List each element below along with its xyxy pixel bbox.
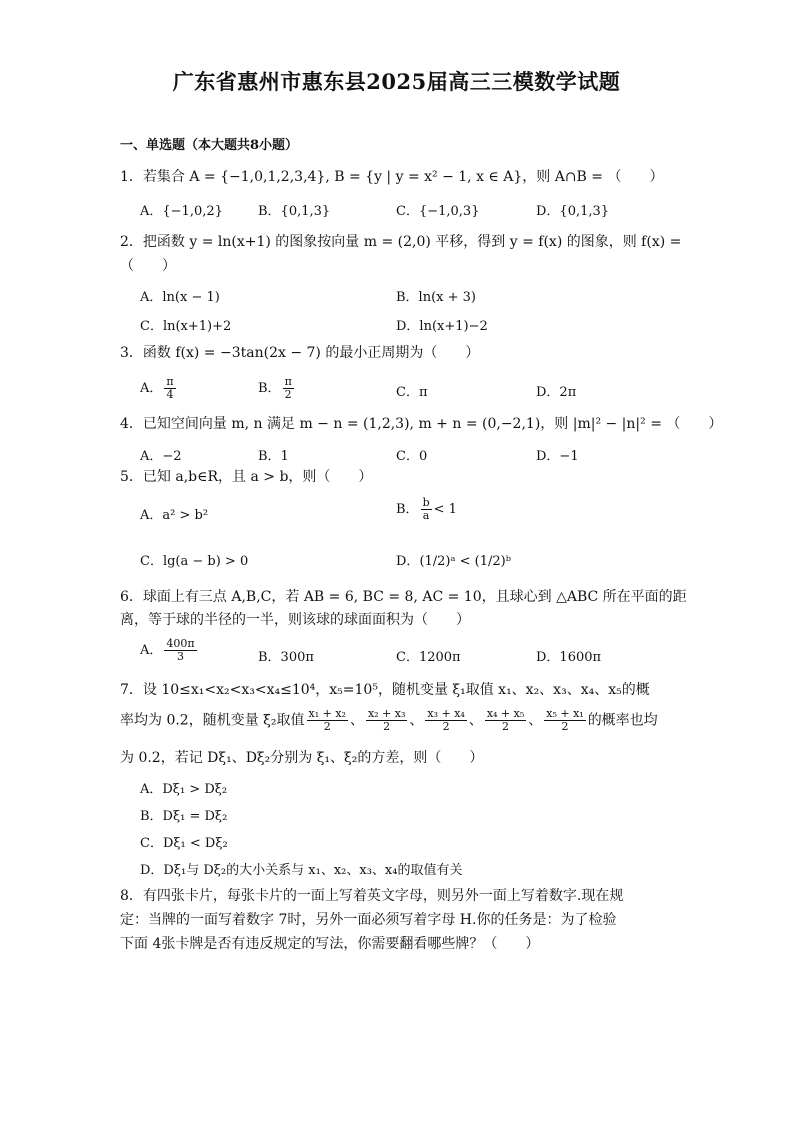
fraction-numerator: x₄ + x₅ bbox=[486, 707, 525, 720]
q7-separator: 、 bbox=[468, 712, 483, 729]
section-heading: 一、单选题（本大题共8小题） bbox=[120, 138, 299, 153]
question-2-stem-line2: （ ） bbox=[120, 258, 176, 274]
q6-option-c: C．1200π bbox=[396, 650, 461, 665]
fraction-denominator: a bbox=[422, 509, 430, 522]
fraction-numerator: b bbox=[422, 496, 430, 509]
fraction-denominator: 2 bbox=[323, 720, 331, 733]
question-3-stem: 3．函数 f(x) = −3tan(2x − 7) 的最小正周期为（ ） bbox=[120, 345, 480, 361]
q3-option-b-label: B． bbox=[258, 381, 281, 396]
q1-option-b: B．{0,1,3} bbox=[258, 204, 331, 219]
q7-line2-prefix: 率均为 0.2，随机变量 ξ₂取值 bbox=[120, 712, 305, 729]
q5-option-b-label: B． bbox=[396, 502, 419, 517]
q6-option-b: B．300π bbox=[258, 650, 314, 665]
q7-separator: 、 bbox=[349, 712, 364, 729]
fraction-numerator: 400π bbox=[166, 637, 195, 650]
q7-fraction-5 bbox=[544, 708, 585, 733]
q3-option-a bbox=[140, 376, 178, 401]
q5-option-b-fraction bbox=[421, 497, 432, 522]
q2-option-c: C．ln(x+1)+2 bbox=[140, 319, 232, 334]
q6-option-a-label: A． bbox=[140, 643, 163, 658]
q3-option-a-label: A． bbox=[140, 381, 163, 396]
question-5-stem: 5．已知 a,b∈R，且 a > b，则（ ） bbox=[120, 469, 373, 485]
q3-option-a-fraction bbox=[164, 376, 175, 401]
question-8-line1: 8．有四张卡片，每张卡片的一面上写着英文字母，则另外一面上写着数字.现在规 bbox=[120, 888, 624, 904]
question-7-stem-line2 bbox=[120, 708, 658, 733]
q1-option-d: D．{0,1,3} bbox=[536, 204, 610, 219]
q6-option-a bbox=[140, 638, 199, 663]
question-7-stem-line3: 为 0.2，若记 Dξ₁、Dξ₂分别为 ξ₁、ξ₂的方差，则（ ） bbox=[120, 750, 484, 766]
q2-option-a: A．ln(x − 1) bbox=[140, 290, 220, 305]
question-1-stem: 1．若集合 A = {−1,0,1,2,3,4}, B = {y | y = x² − 1, x ∈ A}，则 A∩B = （ ） bbox=[120, 169, 664, 185]
q7-fraction-4 bbox=[485, 708, 526, 733]
q2-option-d: D．ln(x+1)−2 bbox=[396, 319, 488, 334]
question-6-stem-line1: 6．球面上有三点 A,B,C，若 AB = 6, BC = 8, AC = 10，且球心到 △ABC 所在平面的距 bbox=[120, 589, 687, 605]
fraction-numerator: x₁ + x₂ bbox=[308, 707, 346, 720]
question-2-stem-line1: 2．把函数 y = ln(x+1) 的图象按向量 m = (2,0) 平移，得到 y = f(x) 的图象，则 f(x) = bbox=[120, 234, 682, 250]
q7-line2-suffix: 的概率也均 bbox=[587, 712, 658, 729]
fraction-numerator: x₅ + x₁ bbox=[546, 707, 584, 720]
q3-option-d: D．2π bbox=[536, 385, 577, 400]
q1-option-a: A．{−1,0,2} bbox=[140, 204, 223, 219]
fraction-numerator: x₃ + x₄ bbox=[427, 707, 465, 720]
fraction-denominator: 2 bbox=[442, 720, 450, 733]
q3-option-b-fraction bbox=[283, 376, 294, 401]
q1-option-c: C．{−1,0,3} bbox=[396, 204, 480, 219]
fraction-denominator: 2 bbox=[284, 388, 292, 401]
q7-fraction-3 bbox=[425, 708, 466, 733]
q4-option-d: D．−1 bbox=[536, 449, 579, 464]
q7-fraction-2 bbox=[366, 708, 407, 733]
q3-option-c: C．π bbox=[396, 385, 428, 400]
q2-option-b: B．ln(x + 3) bbox=[396, 290, 476, 305]
q4-option-b: B．1 bbox=[258, 449, 289, 464]
fraction-denominator: 2 bbox=[383, 720, 391, 733]
q6-option-a-fraction bbox=[164, 638, 196, 663]
q4-option-c: C．0 bbox=[396, 449, 428, 464]
q5-option-b-tail: < 1 bbox=[433, 502, 457, 517]
q7-option-a: A．Dξ₁ > Dξ₂ bbox=[140, 782, 228, 797]
q7-separator: 、 bbox=[528, 712, 543, 729]
q5-option-d-label: D． bbox=[396, 554, 420, 569]
q3-option-b bbox=[258, 376, 296, 401]
fraction-numerator: π bbox=[166, 375, 174, 388]
fraction-denominator: 3 bbox=[177, 650, 184, 663]
q7-option-b: B．Dξ₁ = Dξ₂ bbox=[140, 809, 228, 824]
q6-option-d: D．1600π bbox=[536, 650, 602, 665]
question-4-stem: 4．已知空间向量 m, n 满足 m − n = (1,2,3), m + n = (0,−2,1)，则 |m|² − |n|² = （ ） bbox=[120, 416, 723, 432]
fraction-numerator: π bbox=[284, 375, 292, 388]
question-6-stem-line2: 离，等于球的半径的一半，则该球的球面面积为（ ） bbox=[120, 612, 470, 628]
q7-fraction-1 bbox=[307, 708, 348, 733]
q7-separator: 、 bbox=[409, 712, 424, 729]
q7-option-d: D．Dξ₁与 Dξ₂的大小关系与 x₁、x₂、x₃、x₄的取值有关 bbox=[140, 863, 463, 878]
question-8-line2: 定：当牌的一面写着数字 7时，另外一面必须写着字母 H.你的任务是：为了检验 bbox=[120, 912, 617, 928]
q5-option-b bbox=[396, 497, 457, 522]
q4-option-a: A．−2 bbox=[140, 449, 182, 464]
fraction-numerator: x₂ + x₃ bbox=[367, 707, 406, 720]
fraction-denominator: 4 bbox=[166, 388, 174, 401]
q5-option-c: C．lg(a − b) > 0 bbox=[140, 554, 249, 569]
question-7-stem-line1: 7．设 10≤x₁<x₂<x₃<x₄≤10⁴，x₅=10⁵，随机变量 ξ₁取值 x₁、x₂、x₃、x₄、x₅的概 bbox=[120, 682, 650, 698]
fraction-denominator: 2 bbox=[502, 720, 510, 733]
q5-option-a: A．a² > b² bbox=[140, 508, 209, 523]
fraction-denominator: 2 bbox=[561, 720, 569, 733]
question-8-line3: 下面 4张卡牌是否有违反规定的写法，你需要翻看哪些牌？（ ） bbox=[120, 936, 540, 952]
q5-option-d-expression: (1/2)ᵃ < (1/2)ᵇ bbox=[419, 554, 511, 569]
page-title: 广东省惠州市惠东县2025届高三三模数学试题 bbox=[172, 69, 621, 94]
q7-option-c: C．Dξ₁ < Dξ₂ bbox=[140, 836, 228, 851]
q5-option-d bbox=[396, 550, 511, 569]
